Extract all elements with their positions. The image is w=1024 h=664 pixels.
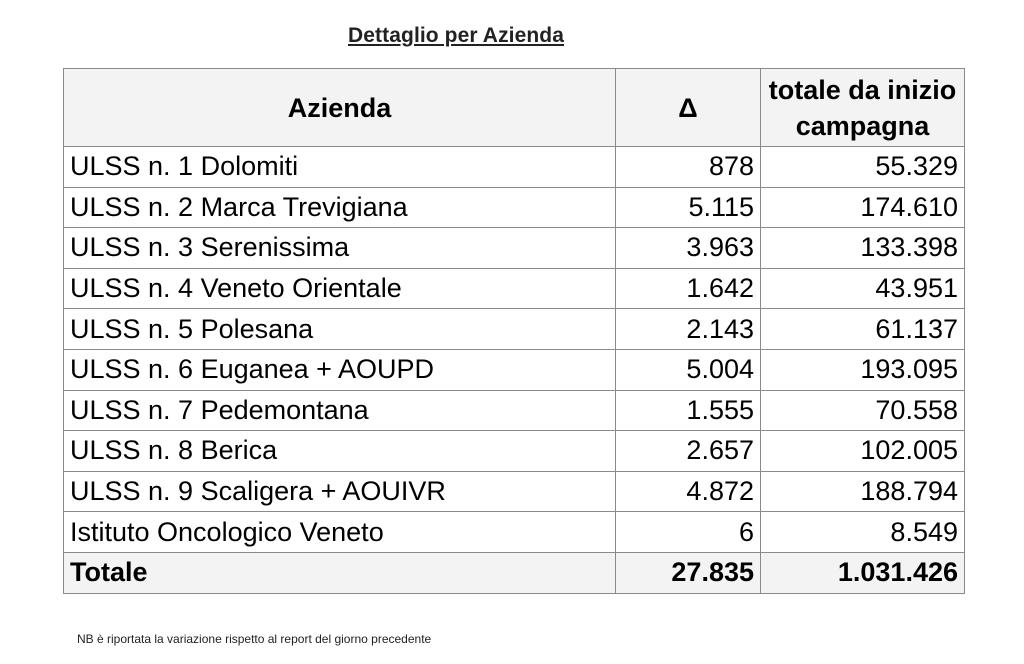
cell-totale: 61.137 (761, 309, 965, 350)
table-row (64, 228, 965, 269)
cell-delta: 1.642 (616, 268, 761, 309)
cell-delta: 4.872 (616, 471, 761, 512)
table-row (64, 431, 965, 472)
header-azienda: Azienda (64, 69, 616, 147)
total-label: Totale (64, 552, 616, 593)
cell-delta: 5.115 (616, 187, 761, 228)
header-totale: totale da inizio campagna (761, 69, 965, 147)
cell-totale: 133.398 (761, 228, 965, 269)
cell-azienda: ULSS n. 7 Pedemontana (64, 390, 616, 431)
table-row (64, 268, 965, 309)
cell-totale: 102.005 (761, 431, 965, 472)
table-row (64, 147, 965, 188)
cell-azienda: ULSS n. 9 Scaligera + AOUIVR (64, 471, 616, 512)
table-row (64, 349, 965, 390)
total-delta: 27.835 (616, 552, 761, 593)
cell-totale: 193.095 (761, 349, 965, 390)
cell-azienda: ULSS n. 5 Polesana (64, 309, 616, 350)
cell-totale: 174.610 (761, 187, 965, 228)
cell-azienda: ULSS n. 4 Veneto Orientale (64, 268, 616, 309)
footnote: NB è riportata la variazione rispetto al report del giorno precedente (77, 632, 432, 646)
page-title: Dettaglio per Azienda (348, 24, 565, 47)
cell-totale: 43.951 (761, 268, 965, 309)
cell-delta: 878 (616, 147, 761, 188)
table-row (64, 512, 965, 553)
table-row (64, 471, 965, 512)
header-delta: Δ (616, 69, 761, 147)
table-header-row (64, 69, 965, 147)
detail-table (63, 68, 965, 594)
cell-azienda: ULSS n. 2 Marca Trevigiana (64, 187, 616, 228)
table-row (64, 187, 965, 228)
cell-delta: 3.963 (616, 228, 761, 269)
cell-azienda: ULSS n. 1 Dolomiti (64, 147, 616, 188)
cell-azienda: ULSS n. 3 Serenissima (64, 228, 616, 269)
cell-delta: 2.657 (616, 431, 761, 472)
cell-delta: 6 (616, 512, 761, 553)
cell-azienda: Istituto Oncologico Veneto (64, 512, 616, 553)
cell-azienda: ULSS n. 8 Berica (64, 431, 616, 472)
total-totale: 1.031.426 (761, 552, 965, 593)
cell-totale: 55.329 (761, 147, 965, 188)
cell-delta: 2.143 (616, 309, 761, 350)
total-row (64, 552, 965, 593)
table-row (64, 309, 965, 350)
cell-delta: 5.004 (616, 349, 761, 390)
table-row (64, 390, 965, 431)
cell-totale: 8.549 (761, 512, 965, 553)
cell-totale: 188.794 (761, 471, 965, 512)
cell-delta: 1.555 (616, 390, 761, 431)
cell-azienda: ULSS n. 6 Euganea + AOUPD (64, 349, 616, 390)
cell-totale: 70.558 (761, 390, 965, 431)
